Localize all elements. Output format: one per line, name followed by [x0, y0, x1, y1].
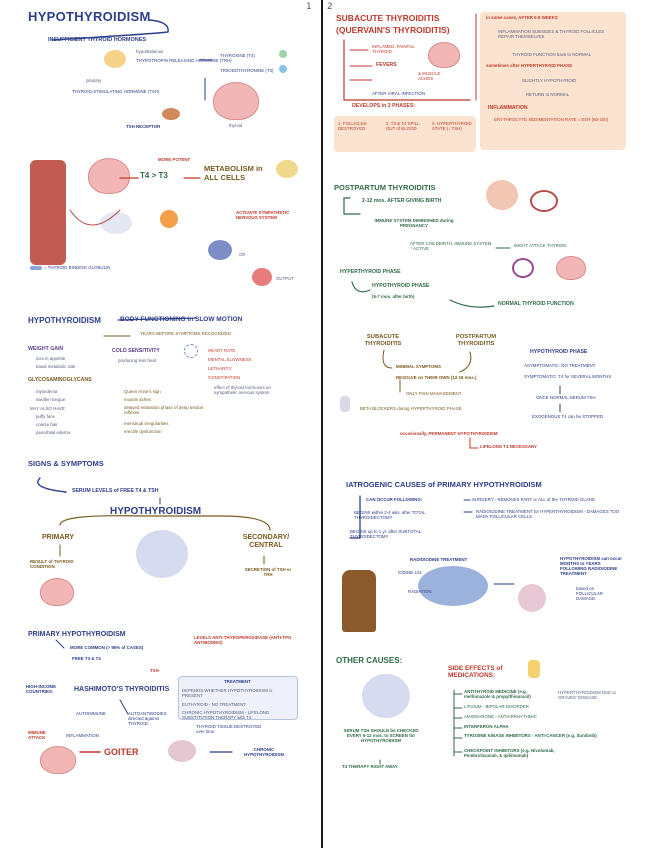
exogenous: EXOGENOUS T4 can be STOPPED [532, 414, 604, 419]
cells-icon [276, 160, 298, 178]
phase-2: 2. T3 & T4 SPILL OUT of BLOOD [386, 121, 420, 132]
muscle-label: & MUSCLE ACHES [418, 71, 441, 82]
tissue-icon [168, 740, 196, 762]
tissue-destroyed-label: THYROID TISSUE DESTROYED over time [196, 724, 262, 735]
free-t3-t4: FREE T3 & T4 [72, 656, 101, 661]
insufficient-text: INSUFFICIENT THYROID HORMONES [48, 37, 147, 43]
trh-label: THYROTROPIN RELEASING HORMONE (TRH) [136, 58, 232, 63]
weight-gain-label: WEIGHT GAIN [28, 346, 64, 352]
goiter-label: GOITER [104, 747, 139, 757]
immune-dim: IMMUNE SYSTEM DIMINISHED during PREGNANCY [374, 218, 454, 229]
blood-vessel-icon [30, 160, 66, 265]
tbg-label: = THYROID BINDING GLOBULIN [44, 265, 111, 270]
sometimes-text: sometimes after HYPERTHYROID PHASE [486, 63, 573, 68]
primary-label: PRIMARY [42, 534, 75, 541]
asymptomatic: ASYMPTOMATIC: NO TREATMENT [524, 363, 596, 368]
fevers-label: FEVERS [376, 62, 397, 68]
hypo-occur: HYPOTHYROIDISM can occur MONTHS to YEARS FOLLOWING RADIOIODINE TREATMENT [560, 556, 622, 577]
back-normal: THYROID FUNCTION back to NORMAL [512, 52, 592, 57]
phase-3: 3. HYPERTHYROID STATE (↓ TSH) [432, 121, 472, 132]
lifelong: LIFELONG T4 NECESSARY [480, 444, 537, 449]
tsh-up: TSH [150, 668, 159, 673]
med-1: ANTITHYROID MEDICINE (e.g. methimazole & propylthiouracil) [464, 689, 531, 700]
fire-icon [160, 210, 178, 228]
pain-mgmt: ONLY PAIN MANAGEMENT [406, 391, 462, 396]
may-also-label: MAY ALSO HAVE: [30, 406, 66, 411]
gag-item-2: swollen tongue [36, 397, 66, 402]
med-5: TYROSINE KINASE INHIBITORS - ANTI-CANCER (e.g. Sunitinib) [464, 733, 597, 738]
page-number-right: 2 [327, 2, 333, 12]
symptomatic: SYMPTOMATIC: T4 for SEVERAL MONTHS [524, 374, 612, 379]
thyroid-icon-2 [88, 158, 130, 194]
anti-tpo-text: LEVELS ANTI-THYROPEROXIDASE (ANTI-TPO ANTIBODIES) [194, 635, 292, 646]
crossed-antibody-icon [530, 190, 558, 212]
constipation-sub: effect of thyroid hormones on sympathetic nervous system [214, 385, 271, 396]
after-birth: 2-12 mos. AFTER GIVING BIRTH [362, 198, 442, 204]
t4-therapy: T4 THERAPY RIGHT AWAY [342, 764, 398, 769]
damaged-follicle-icon [518, 584, 546, 612]
quervain-title: (QUERVAIN'S THYROIDITIS) [336, 25, 450, 35]
prim-title: PRIMARY HYPOTHYROIDISM [28, 631, 126, 638]
tsh-receptor-icon [162, 108, 180, 120]
subacute-title: SUBACUTE THYROIDITIS [336, 13, 440, 23]
mental-slowness: MENTAL SLOWNESS [208, 357, 252, 362]
postpartum-title: POSTPARTUM THYROIDITIS [334, 183, 436, 192]
normal-fn: NORMAL THYROID FUNCTION [498, 301, 574, 307]
secondary-label: SECONDARY/ CENTRAL [242, 534, 290, 550]
neck-icon-2 [362, 674, 410, 718]
output-label: OUTPUT [276, 276, 295, 281]
med-4: INTERFERON ALPHA [464, 724, 509, 729]
hypo2-title: HYPOTHYROIDISM [110, 506, 202, 517]
hypothalamus-icon [104, 50, 126, 68]
hyper-phase: HYPERTHYROID PHASE [340, 269, 401, 275]
thyroid-icon [213, 82, 259, 120]
metabolism-text: METABOLISM in ALL CELLS [204, 164, 263, 182]
other-item-3: delayed relaxation phase of deep tendon reflexes [124, 405, 204, 416]
lungs-icon [208, 240, 232, 260]
begins-sub: BEGINS up to 1 yr. after SUBTOTAL THYROIDECTOMY [350, 529, 421, 540]
weight-item-2: basal metabolic rate [36, 364, 76, 369]
graves-text: HYPERTHYROIDISM DUE to GRAVES' DISEASE [558, 690, 616, 701]
treatment-label: TREATMENT [224, 679, 251, 684]
antibody-icon [512, 258, 534, 278]
pituitary-label: pituitary [86, 78, 102, 83]
gag-item-1: myxedema [36, 389, 58, 394]
years-before-text: YEARS BEFORE SYMPTOMS RECOGNIZED [140, 331, 231, 336]
hypo-phase: HYPOTHYROID PHASE [372, 283, 430, 289]
develops-label: DEVELOPS in 3 PHASES: [352, 103, 416, 109]
pill-bottle-icon [340, 396, 350, 412]
tsh-receptor-label: TSH RECEPTOR [126, 124, 161, 129]
based-on: based on FOLLICULAR DAMAGE [576, 586, 604, 602]
subacute2-label: SUBACUTE THYROIDITIS [364, 334, 402, 347]
begins-total: BEGINS within 2-4 wks. after TOTAL THYROIDECTOMY [354, 510, 426, 521]
radioiodine-text: RADIOIODINE TREATMENT for HYPERTHYROIDISM - DAMAGES TOO MANY FOLLICULAR CELLS [476, 509, 620, 520]
inflamed-thyroid-icon [428, 42, 460, 68]
or-text: OR [239, 252, 246, 257]
lethargy: LETHARGY [208, 366, 232, 371]
goiter-icon [40, 746, 76, 774]
iodine-label: IODINE-131 [398, 570, 422, 575]
might-attack: MIGHT ATTACK THYROID [514, 243, 567, 248]
t3-icon [279, 65, 287, 73]
radiation-label: RADIATION [408, 589, 432, 594]
weight-item-1: loss in appetite [36, 356, 66, 361]
heart-icon [252, 268, 272, 286]
thyroid-label: thyroid [229, 123, 243, 128]
wind-icon [100, 212, 132, 234]
med-3: AMIODARONE - ANTIARRHYTHMIC [464, 714, 537, 719]
radio-treat-label: RADIOIODINE TREATMENT [410, 557, 468, 562]
inflammation-label: INFLAMMATION [66, 733, 99, 738]
trojan-horse-icon [342, 570, 376, 632]
med-2: LITHIUM - BIPOLAR DISORDER [464, 704, 529, 709]
page-number-left: 1 [306, 2, 312, 12]
more-common: MORE COMMON (> 95% of CASES) [70, 645, 144, 650]
t3-label: TRIIODOTHYRONINE (T3) [220, 68, 274, 73]
t4-t3-text: T4 > T3 [140, 171, 168, 180]
primary-result: RESULT of THYROID CONDITION [30, 559, 74, 570]
neck-icon [136, 530, 188, 578]
med-6: CHECKPOINT INHIBITORS (e.g. Nivolumab, Pembrolizumab, & Ipilimumab) [464, 748, 555, 759]
esr-text: ERYTHROCYTE SEDIMENTATION RATE = ESR (60-100) [494, 117, 609, 122]
hypo-phase-head: HYPOTHYROID PHASE [530, 349, 588, 355]
other-item-2: muscle aches [124, 397, 151, 402]
other-item-4: menstrual irregularities [124, 421, 169, 426]
return-normal: RETURN to NORMAL [526, 92, 570, 97]
autoimmune-label: AUTOIMMUNE [76, 711, 106, 716]
other-title: OTHER CAUSES: [336, 656, 403, 665]
more-potent-label: MORE POTENT [158, 157, 191, 162]
autoantibodies-label: AUTOANTIBODIES directed against THYROID [128, 711, 167, 727]
high-income-label: HIGH-INCOME COUNTRIES: [26, 684, 57, 695]
gag-label: GLYCOSAMINOGLYCANS [28, 377, 92, 383]
heart-rate: HEART RATE [208, 348, 236, 353]
iatrogenic-title: IATROGENIC CAUSES of PRIMARY HYPOTHYROIDISM [346, 480, 542, 489]
treat-item-1: DEPENDS WHETHER HYPOTHYROIDISM is PRESENT [182, 688, 273, 699]
slow-title: HYPOTHYROIDISM [28, 316, 101, 325]
tsh-label: THYROID-STIMULATING HORMONE (TSH) [72, 89, 160, 94]
t4-icon [279, 50, 287, 58]
resolve-text: RESOLVE on THEIR OWN (12-18 mos.) [396, 375, 477, 380]
after-viral-label: AFTER VIRAL INFECTION [372, 91, 426, 96]
pill-icon [528, 660, 540, 678]
t4-label: THYROXINE (T4) [220, 53, 255, 58]
hypo-phase-time: (5-7 mos. after birth) [372, 294, 415, 299]
main-title: HYPOTHYROIDISM [28, 9, 151, 24]
constipation: CONSTIPATION [208, 375, 241, 380]
hypothalamus-label: hypothalamus [136, 49, 164, 54]
inflammation-right: INFLAMMATION [488, 105, 528, 111]
inflamed-label: INFLAMED, PAINFUL THYROID [372, 44, 415, 55]
signs-title: SIGNS & SYMPTOMS [28, 459, 104, 468]
treat-item-3: CHRONIC HYPOTHYROIDISM - LIFELONG SUBSTITUTION THERAPY with T4 [182, 710, 270, 721]
beta-text: BETA BLOCKERS during HYPERTHYROID PHASE [360, 406, 462, 411]
hashimoto-title: HASHIMOTO'S THYROIDITIS [74, 686, 170, 693]
serum-tsh-text: SERUM TSH SHOULD be CHECKED EVERY 6-12 mos. to SCREEN for HYPOTHYROIDISM [343, 728, 419, 744]
chronic-hypo-label: CHRONIC HYPOTHYROIDISM [243, 747, 284, 758]
can-occur: CAN OCCUR FOLLOWING: [366, 497, 423, 502]
postpartum2-label: POSTPARTUM THYROIDITIS [455, 334, 497, 347]
thyroid-icon-4 [556, 256, 586, 280]
cold-sub: producing less heat [118, 358, 157, 363]
follicle-icon [418, 566, 488, 606]
subsides-text: INFLAMMATION SUBSIDES & THYROID FOLLICLES REPAIR THEMSELVES [498, 29, 605, 40]
column-divider [321, 0, 323, 848]
other-item-1: Queen Anne's sign [124, 389, 161, 394]
once-normal: ONCE NORMAL SERUM TSH [536, 395, 596, 400]
phase-1: 1. FOLLICLES DESTROYED [338, 121, 367, 132]
after-child: AFTER CHILDBIRTH, IMMUNE SYSTEM ↑ ACTIVE [410, 241, 492, 252]
slow-text: BODY FUNCTIONING in SLOW MOTION [120, 316, 243, 323]
some-cases: in some cases, AFTER 6-8 WEEKS [486, 15, 558, 20]
also-item-1: puffy face [36, 414, 55, 419]
treat-item-2: EUTHYROID - NO TREATMENT [182, 702, 246, 707]
thyroid-icon-3 [40, 578, 74, 606]
also-item-3: periorbital edema [36, 430, 70, 435]
also-item-2: coarse hair [36, 422, 58, 427]
snowflake-icon [184, 344, 198, 358]
activate-text: ACTIVATE SYMPATHETIC NERVOUS SYSTEM [236, 210, 290, 221]
secondary-result: SECRETION of TSH or TRH [244, 567, 292, 578]
tbg-icon [30, 266, 42, 270]
baby-icon [486, 180, 518, 210]
minimal-text: MINIMAL SYMPTOMS [396, 364, 441, 369]
surgery-text: SURGERY - REMOVES PART or ALL of the THYROID GLAND [472, 497, 596, 502]
other-item-5: erectile dysfunction [124, 429, 162, 434]
occasionally: occasionally, PERMANENT HYPOTHYROIDISM [400, 431, 498, 436]
slightly-text: SLIGHTLY HYPOTHYROID [522, 78, 577, 83]
immune-attack-label: IMMUNE ATTACK [28, 730, 46, 741]
side-effects-title: SIDE EFFECTS of MEDICATIONS: [448, 665, 503, 680]
cold-label: COLD SENSITIVITY [112, 348, 160, 354]
serum-text: SERUM LEVELS of FREE T4 & TSH [72, 488, 159, 494]
